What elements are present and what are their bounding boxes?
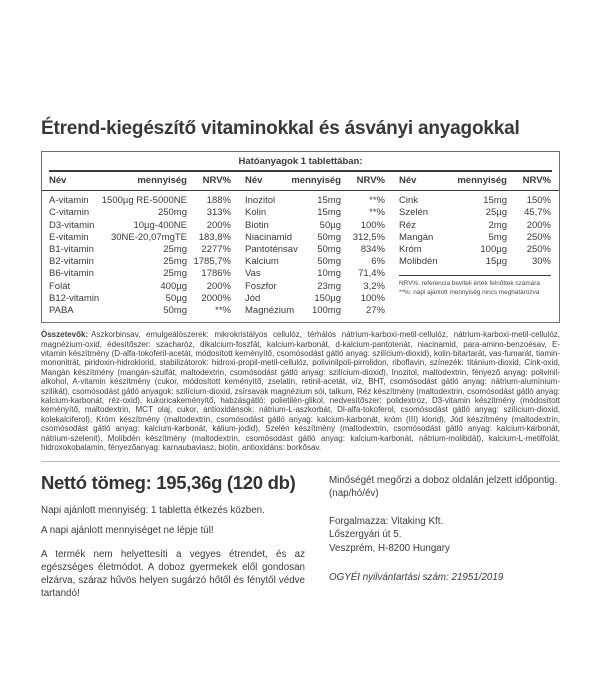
nutrient-nrv: 2000% — [201, 292, 231, 304]
nutrient-nrv: 1785,7% — [193, 256, 231, 268]
table-row — [49, 305, 231, 317]
table-row — [49, 232, 231, 244]
nutrient-nrv: 250% — [526, 244, 551, 256]
nutrient-name: Foszfor — [245, 280, 277, 292]
nutrition-table — [41, 151, 560, 323]
best-before-line2: (nap/hó/év) — [329, 487, 379, 499]
table-row — [49, 256, 231, 268]
table-row — [245, 195, 385, 207]
table-row — [49, 195, 231, 207]
dose-warning-line: A napi ajánlott mennyiséget ne lépje túl! — [41, 524, 214, 536]
column-group-3 — [399, 195, 551, 317]
table-row — [245, 281, 385, 293]
nutrient-amount: 250mg — [157, 207, 187, 219]
nutrient-amount: 25mg — [163, 268, 187, 280]
best-before-note — [329, 474, 560, 500]
nutrient-name: E-vitamin — [49, 231, 89, 243]
column-group-header — [49, 175, 231, 187]
nutrient-name: Króm — [399, 244, 422, 256]
header-nrv: NRV% — [356, 175, 385, 186]
nutrient-name: B6-vitamin — [49, 268, 94, 280]
nutrient-name: B12-vitamin — [49, 292, 100, 304]
nutrient-amount: 50mg — [317, 244, 341, 256]
distributor-name: Forgalmazza: Vitaking Kft. — [329, 515, 444, 527]
header-mennyiseg: mennyiség — [137, 175, 187, 186]
nutrient-amount: 15mg — [483, 195, 507, 207]
nutrient-amount: 25mg — [163, 256, 187, 268]
nutrient-name: Mangán — [399, 231, 434, 243]
header-nev: Név — [49, 175, 67, 186]
nutrient-name: Vas — [245, 268, 261, 280]
nutrient-nrv: 27% — [365, 305, 385, 317]
nutrient-nrv: 188% — [206, 195, 231, 207]
nutrient-amount: 25µg — [485, 207, 507, 219]
nutrient-nrv: 100% — [360, 292, 385, 304]
nutrient-amount: 50µg — [319, 219, 341, 231]
distributor-address-city: Veszprém, H-8200 Hungary — [329, 542, 450, 554]
label-content — [41, 118, 560, 600]
table-row — [49, 244, 231, 256]
nutrient-nrv: **% — [369, 207, 385, 219]
nutrient-nrv: 250% — [526, 231, 551, 243]
header-nev: Név — [245, 175, 263, 186]
nutrient-amount: 150µg — [314, 292, 341, 304]
nutrient-name: Inozitol — [245, 195, 276, 207]
table-row — [49, 268, 231, 280]
nutrient-name: A-vitamin — [49, 195, 89, 207]
nutrient-nrv: 834% — [360, 244, 385, 256]
table-row — [399, 207, 551, 219]
table-row — [245, 232, 385, 244]
nutrient-name: Kolin — [245, 207, 267, 219]
nutrient-name: Pantoténsav — [245, 244, 298, 256]
table-row — [245, 293, 385, 305]
nutrient-nrv: 313% — [206, 207, 231, 219]
nutrient-name: Kalcium — [245, 256, 279, 268]
header-nrv: NRV% — [202, 175, 231, 186]
nutrient-amount: 15mg — [317, 195, 341, 207]
nutrient-nrv: **% — [369, 195, 385, 207]
distributor-column — [329, 471, 560, 600]
table-row — [245, 256, 385, 268]
header-mennyiseg: mennyiség — [291, 175, 341, 186]
column-group-header — [399, 175, 551, 187]
nutrient-nrv: 312,5% — [352, 231, 385, 243]
table-row — [245, 305, 385, 317]
nutrient-amount: 1500µg RE-5000NE — [101, 195, 187, 207]
footnote-rule — [399, 275, 551, 276]
table-row — [399, 256, 551, 268]
table-caption: Hatóanyagok 1 tablettában: — [238, 156, 363, 167]
nutrient-name: B1-vitamin — [49, 244, 94, 256]
nutrient-amount: 2mg — [488, 219, 507, 231]
nutrient-name: Biotin — [245, 219, 269, 231]
nutrient-amount: 50mg — [163, 305, 187, 317]
ingredients-paragraph — [41, 330, 560, 452]
distributor-block — [329, 515, 560, 556]
table-row — [49, 207, 231, 219]
nutrient-amount: 50mg — [317, 256, 341, 268]
nutrient-amount: 10mg — [317, 268, 341, 280]
nutrient-amount: 15µg — [485, 256, 507, 268]
nutrient-amount: 50mg — [317, 231, 341, 243]
header-mennyiseg: mennyiség — [457, 175, 507, 186]
storage-warning-paragraph: A termék nem helyettesíti a vegyes étrendet, és az egészséges életmódot. A doboz gyermekek elől gondosan elzárva, száraz hűvös helyen sugárzó hőtől és fénytől védve tartandó! — [41, 548, 305, 599]
nutrient-name: Molibdén — [399, 256, 438, 268]
nutrient-nrv: 150% — [526, 195, 551, 207]
table-row — [399, 195, 551, 207]
nutrient-name: C-vitamin — [49, 207, 90, 219]
page-title: Étrend-kiegészítő vitaminokkal és ásványi anyagokkal — [41, 118, 520, 139]
table-row — [399, 232, 551, 244]
table-row — [49, 293, 231, 305]
nutrient-amount: 100mg — [311, 305, 341, 317]
nutrient-amount: 50µg — [165, 292, 187, 304]
nutrient-name: Folát — [49, 280, 71, 292]
nutrient-nrv: 30% — [531, 256, 551, 268]
usage-column — [41, 471, 305, 600]
nutrient-nrv: 71,4% — [358, 268, 385, 280]
table-row — [49, 220, 231, 232]
nutrient-nrv: 2277% — [201, 244, 231, 256]
ingredients-text: Aszkorbinsav, emulgeálószerek: mikrokristályos cellulóz, térhálós nátrium-karboxi-metil-cellulóz, nátrium-karboxi-metil-cellulóz, magnézium-oxid, édesítőszer: szacharóz, dikalcium-foszfát, kalcium-karbonát, d-kalcium-pantotenát, niacinamid, para-amino-benzoésav, E-vitamin készítmény (D-alfa-tokoferil-acetát, módosított keményítő, csomósodást gátló anyag: szilícium-dioxid), kolin-bitartarát, vas-fumarát, tiamin-mononitrát, piridoxin-hidroklorid, stabilizátorok: hidroxi-propil-metil-cellulóz, polivinilpoli-pirrolidon, riboflavin, színezék: titánium-dioxid, Cink-oxid, Mangán készítmény (mangán-szulfát, maltodextrin, csomósodást gátló anyag: szilícium-dioxid), Inozitol, maltodextrin, fényező anyag: polivinil-alkohol, A-vitamin készítmény (cukor, módosított keményítő, zselatin, retinil-acetát, víz, BHT, csomósodást gátló anyag: nátrium-alumínium-szilikát), csomósodást gátló anyagok: szilícium-dioxid, zsírsavak magnézium sói, talkum, Réz készítmény (maltodextrin, csomósodást gátló anyag: kalcium-karbonát, réz-oxid), kukoricakeményítő, habzásgátló: polietilén-glikol, nedvesítőszer: polidextróz, D3-vitamin készítmény (módosított keményítő, maltodextrin, MCT olaj, cukor, antioxidánsok: nátrium-L-aszkorbát, Dl-alfa-tokoferol, csomósodást gátló anyag: szilícium-dioxid, kolekalciferol), Króm készítmény (maltodextrin, csomósodást gátló anyag: kalcium-karbonát, króm (III) klorid), Jód készítmény (maltodextrin, csomósodást gátló anyag: kalcium-karbonát, kálium-jodid), Szelén készítmény (maltodextrin, csomósodást gátló anyag: kalcium-karbonát, nátrium-szelenit), Molibdén készítmény (maltodextrin, csomósodást gátló anyag: kalcium-karbonát, nátrium-molibdát), kalcium-L-metilfolát, hidroxokobalamin, fényezőanyag: karnaubaviasz, biotin, antioxidáns: borkősav. — [41, 330, 560, 453]
nutrient-nrv: **% — [215, 305, 231, 317]
nutrient-nrv: 183,8% — [198, 231, 231, 243]
nutrient-nrv: 6% — [371, 256, 385, 268]
table-footnote: NRV%: referencia beviteli érték felnőttek számára — [399, 280, 540, 288]
nutrient-amount: 100µg — [480, 244, 507, 256]
nutrient-nrv: 45,7% — [524, 207, 551, 219]
table-row — [245, 220, 385, 232]
nutrient-name: D3-vitamin — [49, 219, 95, 231]
nutrient-name: Réz — [399, 219, 416, 231]
nutrient-nrv: 3,2% — [363, 280, 385, 292]
section-divider — [41, 461, 560, 462]
table-row — [399, 244, 551, 256]
nutrient-nrv: 1786% — [201, 268, 231, 280]
header-nev: Név — [399, 175, 417, 186]
distributor-address-street: Lőszergyári út 5. — [329, 529, 402, 541]
table-row — [399, 220, 551, 232]
nutrient-name: Magnézium — [245, 305, 295, 317]
nutrient-name: Szelén — [399, 207, 429, 219]
nutrient-amount: 15mg — [317, 207, 341, 219]
registration-number: OGYÉI nyilvántartási szám: 21951/2019 — [329, 572, 504, 584]
nutrient-amount: 25mg — [163, 244, 187, 256]
nutrient-amount: 23mg — [317, 280, 341, 292]
bottom-section — [41, 471, 560, 600]
table-row — [49, 281, 231, 293]
table-row — [245, 268, 385, 280]
nutrient-amount: 400µg — [160, 280, 187, 292]
nutrient-name: Jód — [245, 292, 261, 304]
nutrient-nrv: 100% — [360, 219, 385, 231]
nutrient-amount: 5mg — [488, 231, 507, 243]
column-group-2 — [245, 195, 385, 317]
best-before-line1: Minőségét megőrzi a doboz oldalán jelzett időpontig. — [329, 474, 558, 486]
nutrient-nrv: 200% — [206, 280, 231, 292]
column-group-header — [245, 175, 385, 187]
column-group-1 — [49, 195, 231, 317]
table-row — [245, 244, 385, 256]
nutrient-name: PABA — [49, 305, 74, 317]
table-row — [245, 207, 385, 219]
nutrient-amount: 10µg-400NE — [133, 219, 187, 231]
table-footnote: **%: napi ajánlott mennyiség nincs meghatározva — [399, 289, 540, 297]
nutrient-name: Cink — [399, 195, 419, 207]
table-body — [42, 191, 559, 322]
ingredients-label: Összetevők: — [41, 330, 89, 340]
nutrient-nrv: 200% — [206, 219, 231, 231]
nutrient-name: Niacinamid — [245, 231, 292, 243]
nutrient-name: B2-vitamin — [49, 256, 94, 268]
table-header-row — [42, 172, 559, 191]
nutrient-nrv: 200% — [526, 219, 551, 231]
net-weight: Nettó tömeg: 195,36g (120 db) — [41, 471, 296, 493]
daily-dose-line: Napi ajánlott mennyiség: 1 tabletta étkezés közben. — [41, 504, 265, 516]
nutrient-amount: 30NE-20,07mgTE — [110, 231, 187, 243]
header-nrv: NRV% — [522, 175, 551, 186]
